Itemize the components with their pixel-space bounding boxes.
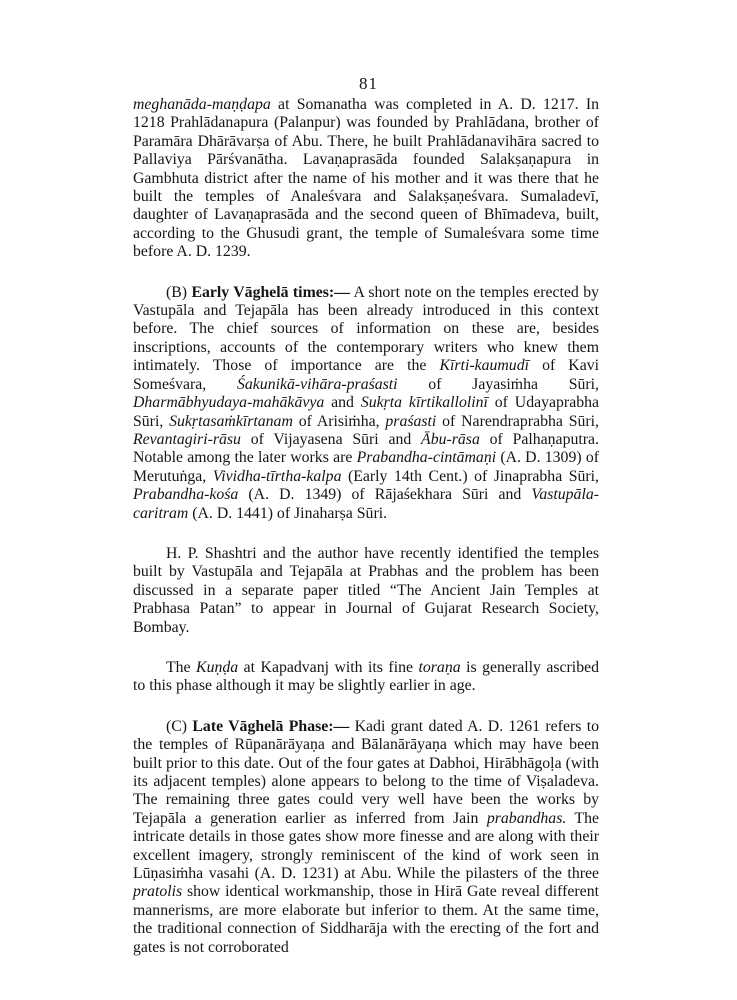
text-run: Sukṛta kīrtikallolinī bbox=[360, 394, 488, 412]
text-run: of Jayasiṁha Sūri, bbox=[397, 375, 599, 393]
text-run: (A. D. 1441) of Jinaharṣa Sūri. bbox=[188, 504, 388, 522]
text-run: Revantagiri-rāsu bbox=[133, 430, 241, 448]
text-run: pratolis bbox=[133, 883, 183, 901]
text-run: The bbox=[166, 658, 197, 676]
text-run: The intricate details in those gates show more finesse and are along with their excellent imagery, strongly reminiscent of the kind of work seen in Lūṇasiṁha vasahi (A. D. 1231) at Abu. While the pilasters of the three bbox=[133, 809, 599, 883]
text-run: praśasti bbox=[385, 412, 437, 430]
text-run: (Early 14th Cent.) of Jinaprabha Sūri, bbox=[341, 467, 599, 485]
text-run: (A. D. 1349) of Rājaśekhara Sūri and bbox=[238, 486, 532, 504]
text-run: (A. D. 1309) of Merutuṅga, bbox=[133, 449, 599, 485]
text-run: Kuṇḍa bbox=[196, 658, 239, 676]
text-run: Early Vāghelā times:— bbox=[191, 283, 350, 301]
text-run: at Somanatha was completed in A. D. 1217. In 1218 Prahlādanapura (Palanpur) was founded by Prahlādana, brother of Paramāra Dhārāvarṣa of Abu. There, he built Prahlādanavihāra sacred to Pallaviya Pārśvanātha. Lavaṇaprasāda founded Salakṣaṇapura in Gambhuta district after the name of his mother and it was there that he built the temples of Analeśvara and Salakṣaṇeśvara. Sumaladevī, daughter of Lavaṇaprasāda and the second queen of Bhīmadeva, built, according to the Ghusudi grant, the temple of Sumaleśvara some time before A. D. 1239. bbox=[133, 96, 599, 261]
text-run: Kīrti-kaumudī bbox=[439, 357, 529, 375]
text-run: and bbox=[324, 394, 361, 412]
paragraph-2-early-vaghela-times bbox=[133, 284, 599, 523]
paragraph-4 bbox=[133, 659, 599, 696]
text-run: meghanāda-maṇḍapa bbox=[133, 96, 271, 113]
text-run: Śakunikā-vihāra-praśasti bbox=[236, 375, 398, 393]
text-run: Vastupāla-caritram bbox=[133, 486, 599, 522]
text-run: is generally ascribed to this phase although it may be slightly earlier in age. bbox=[133, 658, 600, 695]
text-run: Kadi grant dated A. D. 1261 refers to the temples of Rūpanārāyaṇa and Bālanārāyaṇa which may have been built prior to this date. Out of the four gates at Dabhoi, Hirābhāgoḷa (with its adjacent temples) alone appears to belong to the time of Viṣaladeva. The remaining three gates could very well have been the works by Tejapāla a generation earlier as inferred from Jain bbox=[133, 717, 599, 827]
text-run: at Kapadvanj with its fine bbox=[238, 658, 419, 676]
text-run: A short note on the temples erected by Vastupāla and Tejapāla has been already introduced in this context before. The chief sources of information on these are, besides inscriptions, accounts of the contemporary writers who knew them intimately. Those of importance are the bbox=[133, 283, 599, 375]
text-run: Late Vāghelā Phase:— bbox=[192, 717, 350, 735]
text-run: prabandhas. bbox=[486, 809, 567, 827]
text-run: of Vijayasena Sūri and bbox=[240, 430, 422, 448]
text-run: Sukṛtasaṁkīrtanam bbox=[169, 412, 293, 430]
text-run: show identical workmanship, those in Hirā Gate reveal different mannerisms, are more elaborate but inferior to them. At the same time, the traditional connection of Siddharāja with the erecting of the fort and gates is not corroborated bbox=[133, 883, 599, 956]
text-run: Ābu-rāsa bbox=[421, 430, 480, 448]
body-text bbox=[133, 96, 599, 957]
text-run: Prabandha-cintāmaṇi bbox=[356, 449, 497, 467]
page-number: 81 bbox=[359, 74, 378, 93]
text-run: toraṇa bbox=[418, 658, 461, 676]
paragraph-5-late-vaghela-phase bbox=[133, 718, 599, 957]
paragraph-1 bbox=[133, 96, 599, 262]
text-run: Dharmābhyudaya-mahākāvya bbox=[133, 394, 325, 412]
text-run: Prabandha-kośa bbox=[133, 486, 239, 504]
text-run: (C) bbox=[166, 717, 193, 735]
text-run: of Narendraprabha Sūri, bbox=[436, 412, 600, 430]
text-run: of Kavi Someśvara, bbox=[133, 357, 599, 393]
text-run: of Udayaprabha Sūri, bbox=[133, 394, 600, 430]
text-run: of Arisiṁha, bbox=[292, 412, 386, 430]
text-run: Vividha-tīrtha-kalpa bbox=[212, 467, 342, 485]
text-run: (B) bbox=[166, 283, 192, 301]
text-run: of Palhaṇaputra. Notable among the later works are bbox=[133, 430, 599, 467]
paragraph-3 bbox=[133, 545, 599, 637]
text-run: H. P. Shashtri and the author have recently identified the temples built by Vastupāla and Tejapāla at Prabhas and the problem has been discussed in a separate paper titled “The Ancient Jain Temples at Prabhasa Patan” to appear in Journal of Gujarat Research Society, Bombay. bbox=[133, 544, 599, 636]
